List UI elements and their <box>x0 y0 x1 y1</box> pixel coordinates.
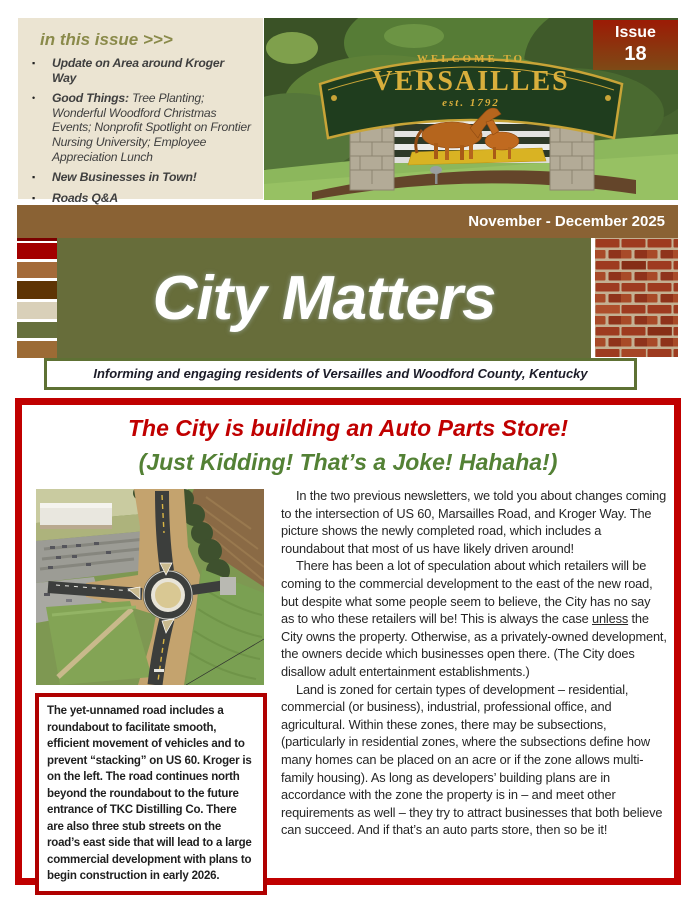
sign-city-text: VERSAILLES <box>372 66 570 97</box>
toc-item-new-businesses <box>30 170 251 185</box>
aerial-roundabout-photo <box>36 489 264 685</box>
masthead-banner <box>57 238 591 358</box>
toc-item-label: Roads Q&A <box>52 190 118 205</box>
body-paragraph-2: There has been a lot of speculation about which retailers will be coming to the commercial development to the east of the new road, but despite what some people seem to believe, the City has no say as to who these retailers will be! This is always the case unless the City owns the property. Otherwise, as a privately-owned development, the owners decide which businesses open there. (The City does disallow adult entertainment establishments.) <box>281 558 667 679</box>
sign-welcome-text: WELCOME TO <box>416 53 526 65</box>
toc-item-roads-qa <box>30 191 251 206</box>
issue-label: Issue <box>615 24 656 41</box>
accent-square-1 <box>17 243 57 259</box>
article-body <box>281 487 667 839</box>
body-paragraph-3: Land is zoned for certain types of development – residential, commercial (or business), industrial, professional office, and agricultural. Within these zones, there may be subsections, (particularly in residential zones, where the subsections define how many homes can be placed on an acre or if the zone allows multi-family housing). As long as developers’ building plans are in accordance with the zone the property is in – and meet other requirements as well – they try to attract businesses that both believe can succeed. And if that’s an auto parts store, then so be it! <box>281 681 663 838</box>
accent-square-3 <box>17 281 57 299</box>
body-paragraph-1: In the two previous newsletters, we told you about changes coming to the intersection of US 60, Marsailles Road, and Kroger Way. The picture shows the newly completed road, which includes a roundabout that most of us have likely driven around! <box>281 488 667 556</box>
in-this-issue-box <box>18 18 263 205</box>
aerial-illustration <box>36 489 264 685</box>
date-band: November - December 2025 <box>17 205 678 238</box>
accent-square-5 <box>17 322 57 338</box>
accent-square-4 <box>17 302 57 319</box>
toc-item-kroger-way <box>30 56 251 85</box>
round-bullet-icon: • <box>32 93 36 104</box>
tagline-box <box>44 358 637 390</box>
toc-item-label: Good Things: Tree Planting; Wonderful Woodford Christmas Events; Nonprofit Spotlight on Frontier Nursing University; Employee Appreciation Lunch <box>52 91 251 164</box>
in-this-issue-header: in this issue >>> <box>40 30 173 49</box>
accent-strip <box>17 238 57 241</box>
issue-badge <box>593 20 678 70</box>
article-title-line1: The City is building an Auto Parts Store! <box>127 415 568 441</box>
article-frame <box>15 398 681 885</box>
square-bullet-icon: ▪ <box>32 172 36 183</box>
issue-number: 18 <box>624 43 647 65</box>
accent-square-2 <box>17 262 57 278</box>
toc-item-label: Update on Area around Kroger Way <box>52 56 225 85</box>
brick-texture-image <box>595 238 678 357</box>
photo-caption-text: The yet-unnamed road includes a roundabout to facilitate smooth, efficient movement of vehicles and to prevent “stacking” on US 60. Kroger is on the left. The road continues north beyond the roundabout to the future entrance of TKC Distilling Co. There are also three stub streets on the road’s east side that will lead to a large commercial development with plans to begin construction in early 2026. <box>47 705 252 882</box>
newsletter-title: City Matters <box>152 263 496 333</box>
toc-item-label: New Businesses in Town! <box>52 170 197 185</box>
square-bullet-icon: ▪ <box>32 192 36 203</box>
photo-caption-box <box>35 693 267 895</box>
sign-est-text: est. 1792 <box>442 97 500 109</box>
accent-square-6 <box>17 341 57 358</box>
square-bullet-icon: ▪ <box>32 58 36 68</box>
toc-item-good-things <box>30 91 251 164</box>
tagline-text: Informing and engaging residents of Versailles and Woodford County, Kentucky <box>93 366 588 381</box>
underlined-word: unless <box>591 611 629 627</box>
article-title-line2: (Just Kidding! That’s a Joke! Hahaha!) <box>138 449 558 475</box>
